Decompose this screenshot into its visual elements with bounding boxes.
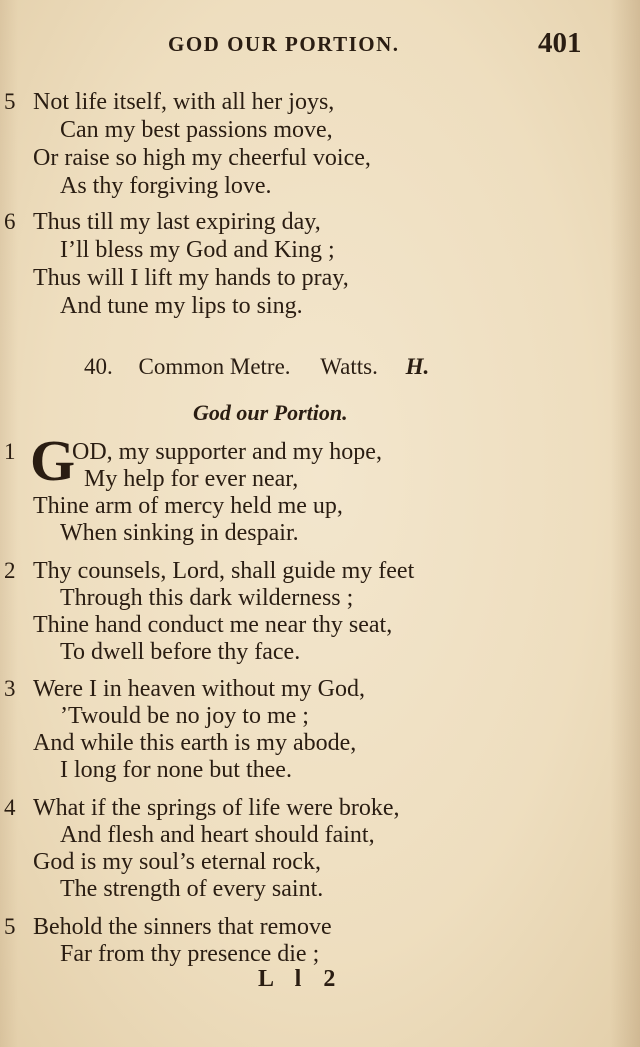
verse-line: And flesh and heart should faint, <box>60 822 375 848</box>
verse-line: As thy forgiving love. <box>60 173 272 199</box>
stanza-number: 5 <box>4 914 16 939</box>
stanza-number: 5 <box>4 89 16 114</box>
verse-line: I’ll bless my God and King ; <box>60 237 335 263</box>
hymn-mark: H. <box>405 354 430 379</box>
verse-line: Or raise so high my cheerful voice, <box>33 145 371 171</box>
verse-line: Can my best passions move, <box>60 117 333 143</box>
verse-line: Behold the sinners that remove <box>33 914 332 940</box>
page-header <box>0 28 640 64</box>
stanza-number: 1 <box>4 439 16 464</box>
verse-line: When sinking in despair. <box>60 520 299 546</box>
verse-line: ’Twould be no joy to me ; <box>60 703 309 729</box>
hymn-metre: Common Metre. <box>138 354 291 379</box>
verse-line: And tune my lips to sing. <box>60 293 303 319</box>
printer-signature: L l 2 <box>258 966 344 992</box>
verse-line: Far from thy presence die ; <box>60 941 320 967</box>
verse-line: The strength of every saint. <box>60 876 324 902</box>
verse-line: What if the springs of life were broke, <box>33 795 400 821</box>
drop-cap: G <box>30 428 76 493</box>
verse-line: And while this earth is my abode, <box>33 730 357 756</box>
verse-line: To dwell before thy face. <box>60 639 301 665</box>
hymn-title: God our Portion. <box>193 400 348 425</box>
verse-line: Thy counsels, Lord, shall guide my feet <box>33 558 415 584</box>
stanza-number: 2 <box>4 558 16 583</box>
verse-line: Thus till my last expiring day, <box>33 209 321 235</box>
verse-line: OD, my supporter and my hope, <box>72 439 382 465</box>
verse-line: I long for none but thee. <box>60 757 292 783</box>
stanza-number: 6 <box>4 209 16 234</box>
hymn-number: 40. <box>84 354 113 379</box>
verse-line: Thus will I lift my hands to pray, <box>33 265 349 291</box>
verse-line: Were I in heaven without my God, <box>33 676 365 702</box>
page-number: 401 <box>538 27 582 59</box>
running-title: GOD OUR PORTION. <box>168 32 400 56</box>
verse-line: Not life itself, with all her joys, <box>33 89 335 115</box>
verse-line: My help for ever near, <box>84 466 299 492</box>
verse-line: God is my soul’s eternal rock, <box>33 849 321 875</box>
verse-line: Through this dark wilderness ; <box>60 585 354 611</box>
verse-line: Thine hand conduct me near thy seat, <box>33 612 393 638</box>
stanza-number: 3 <box>4 676 16 701</box>
stanza-number: 4 <box>4 795 16 820</box>
hymn-heading <box>84 354 429 380</box>
verse-line: Thine arm of mercy held me up, <box>33 493 343 519</box>
hymn-author: Watts. <box>320 354 378 379</box>
